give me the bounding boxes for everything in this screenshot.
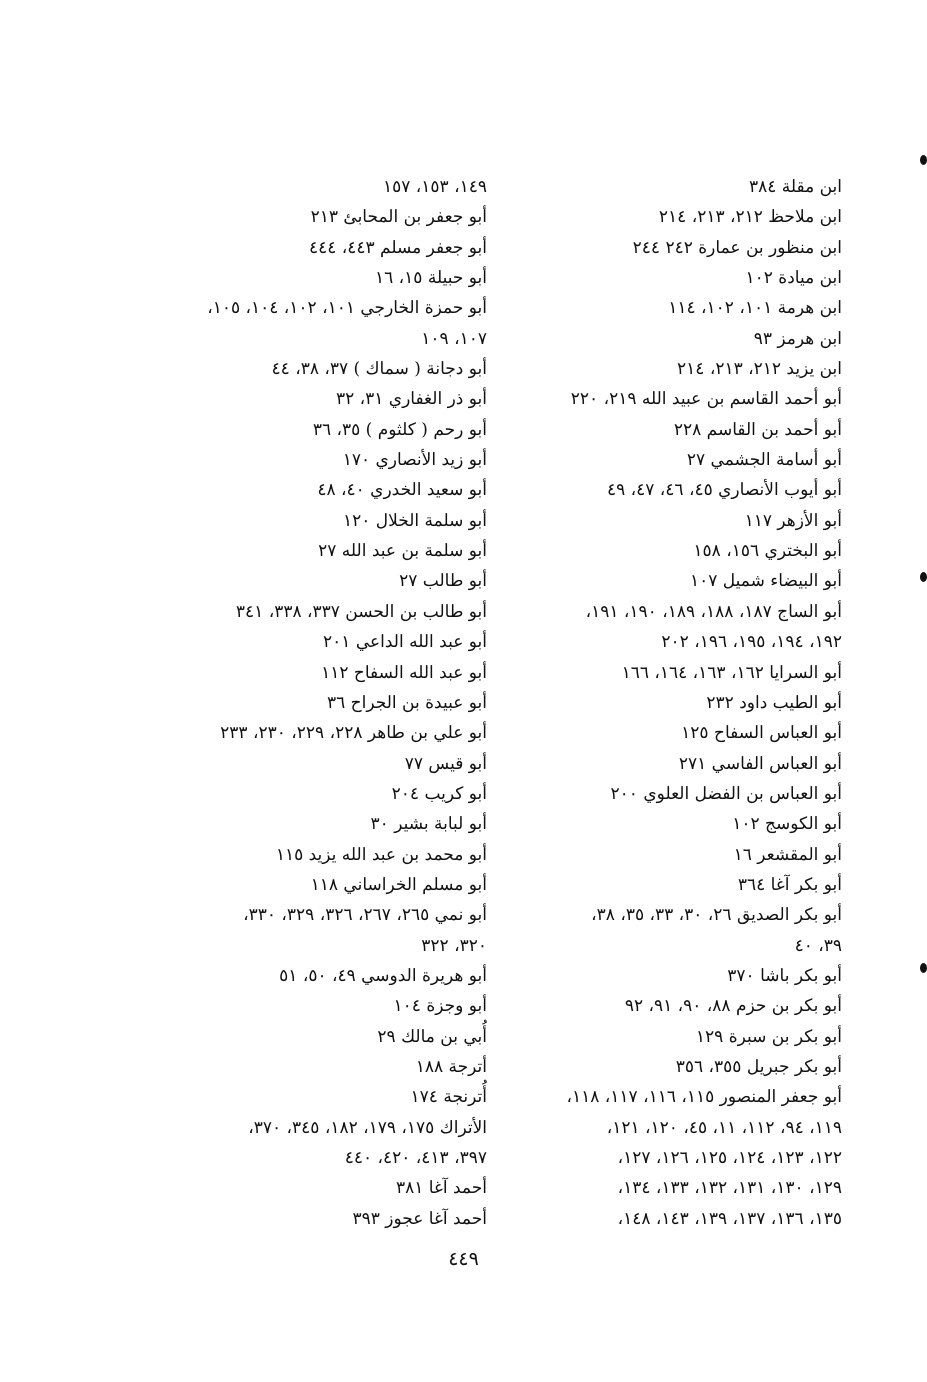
index-entry: أبو بكر باشا ٣٧٠ (727, 965, 842, 986)
index-entry: أبو زيد الأنصاري ١٧٠ (342, 450, 487, 471)
index-entry: أبو الأزهر ١١٧ (744, 510, 842, 531)
index-entry: أبو جعفر بن المحابئ ٢١٣ (310, 207, 487, 228)
index-column-left (147, 172, 487, 1234)
index-entry: أبو رحم ( كلثوم ) ٣٥، ٣٦ (312, 419, 487, 440)
index-entry: أبو جعفر المنصور ١١٥، ١١٦، ١١٧، ١١٨، (566, 1087, 842, 1108)
index-entry: أحمد آغا ٣٨١ (396, 1178, 487, 1199)
index-entry: أبو جعفر مسلم ٤٤٣، ٤٤٤ (308, 237, 487, 258)
index-entry: أبو عبيدة بن الجراح ٣٦ (327, 692, 487, 713)
index-entry: ابن هرمة ١٠١، ١٠٢، ١١٤ (668, 298, 842, 319)
index-entry: أبو الطيب داود ٢٣٢ (706, 692, 842, 713)
index-entry: أبو ذر الغفاري ٣١، ٣٢ (335, 389, 487, 410)
index-entry: أبو أيوب الأنصاري ٤٥، ٤٦، ٤٧، ٤٩ (606, 480, 842, 501)
index-column-right (522, 172, 842, 1234)
index-entry: أبو بكر آغا ٣٦٤ (737, 874, 842, 895)
index-entry: أبو العباس بن الفضل العلوي ٢٠٠ (610, 783, 842, 804)
index-entry: أبو عبد الله الداعي ٢٠١ (323, 632, 487, 653)
index-entry: أحمد آغا عجوز ٣٩٣ (352, 1208, 487, 1229)
index-entry: أبو دجانة ( سماك ) ٣٧، ٣٨، ٤٤ (271, 359, 487, 380)
index-entry: أبو المقشعر ١٦ (733, 844, 842, 865)
page-number: ٤٤٩ (448, 1248, 479, 1270)
index-entry: أبو أحمد القاسم بن عبيد الله ٢١٩، ٢٢٠ (570, 389, 842, 410)
index-entry: أبو وجزة ١٠٤ (393, 996, 487, 1017)
index-entry-continuation: ١٣٥، ١٣٦، ١٣٧، ١٣٩، ١٤٣، ١٤٨، (617, 1208, 842, 1229)
index-entry: أبو نمي ٢٦٥، ٢٦٧، ٣٢٦، ٣٢٩، ٣٣٠، (243, 905, 487, 926)
index-entry: أبو عبد الله السفاح ١١٢ (321, 662, 487, 683)
index-entry-continuation: ١٤٩، ١٥٣، ١٥٧ (383, 177, 487, 197)
index-entry: أبو سعيد الخدري ٤٠، ٤٨ (317, 480, 487, 501)
index-entry: أبو الكوسج ١٠٢ (732, 814, 842, 835)
index-entry: أبو البيضاء شميل ١٠٧ (689, 571, 842, 592)
margin-dot (920, 963, 927, 973)
index-entry: أبو السرايا ١٦٢، ١٦٣، ١٦٤، ١٦٦ (621, 662, 842, 683)
index-entry: ابن ملاحظ ٢١٢، ٢١٣، ٢١٤ (658, 207, 842, 228)
index-entry: أبو البختري ١٥٦، ١٥٨ (693, 541, 842, 562)
index-entry-continuation: ١٢٩، ١٣٠، ١٣١، ١٣٢، ١٣٣، ١٣٤، (617, 1178, 842, 1199)
index-entry-continuation: ٣٩٧، ٤١٣، ٤٢٠، ٤٤٠ (344, 1148, 487, 1168)
index-entry: أبو أحمد بن القاسم ٢٢٨ (673, 419, 842, 440)
index-entry: أبو حمزة الخارجي ١٠١، ١٠٢، ١٠٤، ١٠٥، (207, 298, 487, 319)
index-entry-continuation: ١١٩، ٩٤، ١١٢، ١١، ٤٥، ١٢٠، ١٢١، (606, 1117, 842, 1138)
margin-dot (920, 572, 927, 582)
index-entry: ابن هرمز ٩٣ (753, 328, 842, 349)
index-entry: أبو العباس السفاح ١٢٥ (681, 723, 842, 744)
index-entry: أبو طالب ٢٧ (399, 571, 487, 592)
index-entry: أبو قيس ٧٧ (404, 753, 487, 774)
index-entry: أبو بكر بن حزم ٨٨، ٩٠، ٩١، ٩٢ (624, 996, 842, 1017)
index-entry: أبو أسامة الجشمي ٢٧ (686, 450, 842, 471)
index-entry: ابن ميادة ١٠٢ (745, 268, 842, 289)
index-entry: أبو حبيلة ١٥، ١٦ (375, 268, 487, 289)
index-entry: ابن يزيد ٢١٢، ٢١٣، ٢١٤ (677, 359, 842, 380)
index-entry: أبو لبابة بشير ٣٠ (370, 814, 487, 835)
margin-dot (920, 155, 927, 165)
index-entry: أبو بكر بن سبرة ١٢٩ (695, 1026, 842, 1047)
index-entry: أبو بكر جبريل ٣٥٥، ٣٥٦ (675, 1056, 842, 1077)
index-entry: أبو العباس الفاسي ٢٧١ (678, 753, 842, 774)
index-entry-continuation: ١٠٧، ١٠٩ (421, 328, 487, 349)
index-entry: أُبي بن مالك ٢٩ (377, 1026, 487, 1047)
index-entry-continuation: ٣٢٠، ٣٢٢ (421, 935, 487, 956)
index-entry: أبو بكر الصديق ٢٦، ٣٠، ٣٣، ٣٥، ٣٨، (591, 905, 842, 926)
index-entry: أبو سلمة بن عبد الله ٢٧ (318, 541, 487, 562)
index-entry: أبو الساج ١٨٧، ١٨٨، ١٨٩، ١٩٠، ١٩١، (585, 601, 842, 622)
index-entry: ابن مقلة ٣٨٤ (748, 177, 842, 197)
index-entry: أبو مسلم الخراساني ١١٨ (310, 874, 487, 895)
index-entry-continuation: ٣٩، ٤٠ (794, 935, 842, 956)
index-entry: أبو كريب ٢٠٤ (391, 783, 487, 804)
index-entry: ابن منظور بن عمارة ٢٤٢ ٢٤٤ (632, 237, 842, 258)
index-entry: أبو علي بن طاهر ٢٢٨، ٢٢٩، ٢٣٠، ٢٣٣ (220, 723, 487, 744)
index-entry: أُترنجة ١٧٤ (410, 1087, 487, 1108)
index-entry: الأتراك ١٧٥، ١٧٩، ١٨٢، ٣٤٥، ٣٧٠، (248, 1117, 487, 1138)
index-entry: أبو هريرة الدوسي ٤٩، ٥٠، ٥١ (279, 965, 487, 986)
index-entry-continuation: ١٩٢، ١٩٤، ١٩٥، ١٩٦، ٢٠٢ (661, 632, 842, 653)
index-entry: أترجة ١٨٨ (415, 1056, 487, 1077)
index-entry: أبو سلمة الخلال ١٢٠ (342, 510, 487, 531)
index-entry: أبو محمد بن عبد الله يزيد ١١٥ (275, 844, 487, 865)
index-entry: أبو طالب بن الحسن ٣٣٧، ٣٣٨، ٣٤١ (235, 601, 487, 622)
index-entry-continuation: ١٢٢، ١٢٣، ١٢٤، ١٢٥، ١٢٦، ١٢٧، (617, 1148, 842, 1168)
